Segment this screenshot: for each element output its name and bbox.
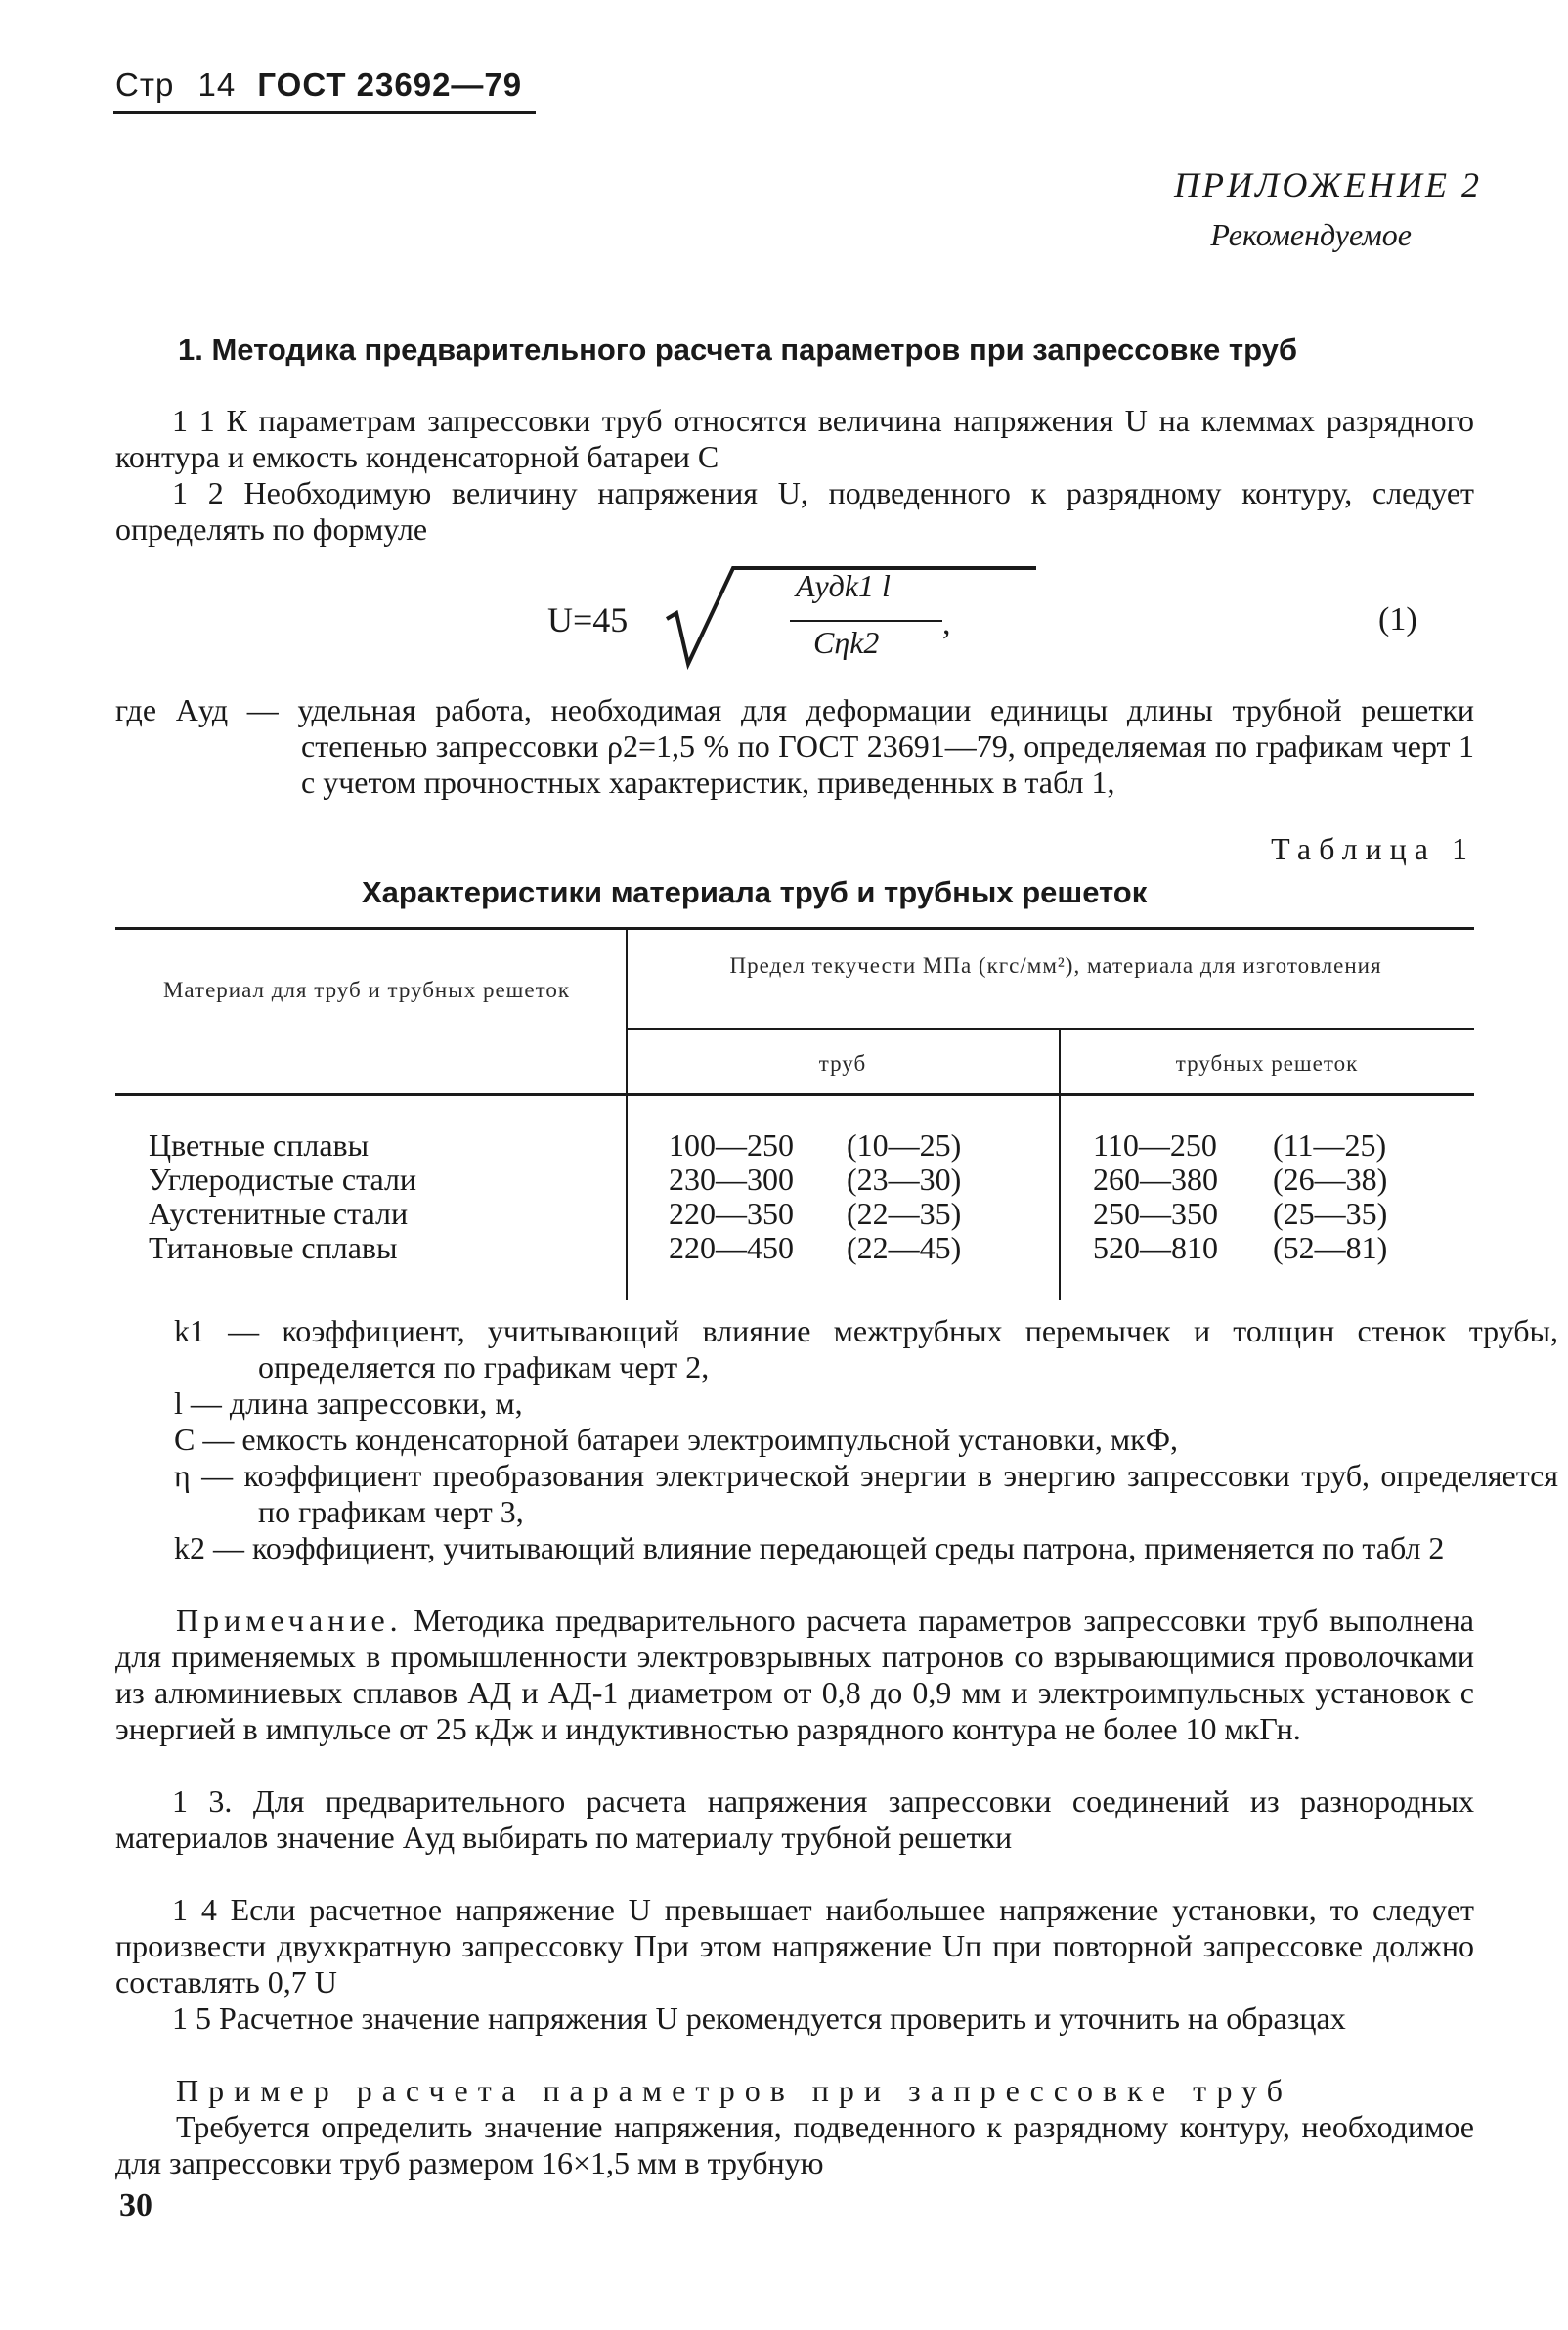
definition-A: [115, 692, 1474, 801]
table-top-rule: [115, 927, 1474, 930]
formula-1: [547, 562, 1427, 680]
paragraph-1-5: 1 5 Расчетное значение напряжения U рекомендуется проверить и уточнить на образцах: [172, 2000, 1346, 2036]
footer-page-number: 30: [119, 2187, 152, 2223]
cell-sheets: 260—380: [1093, 1162, 1218, 1197]
paragraph-1-1: 1 1 К параметрам запрессовки труб относятся величина напряжения U на клеммах разрядного контура и емкость конденсаторной батареи C: [115, 403, 1474, 474]
definition-l: l — длина запрессовки, м,: [174, 1385, 523, 1421]
cell-tubes-kgs: (22—45): [847, 1230, 962, 1265]
formula-comma: ,: [942, 605, 951, 641]
note-label: Примечание.: [176, 1603, 403, 1638]
table-title: Характеристики материала труб и трубных решеток: [362, 875, 1148, 909]
column-header-group: Предел текучести МПа (кгс/мм²), материала для изготовления: [729, 953, 1382, 978]
cell-tubes: 230—300: [669, 1162, 794, 1197]
cell-tubes-kgs: (22—35): [847, 1196, 962, 1231]
note-paragraph: [115, 1603, 1474, 1747]
page-label: Стр: [115, 66, 175, 103]
cell-sheets: 520—810: [1093, 1230, 1218, 1265]
column-header-tubes: труб: [818, 1051, 867, 1076]
formula-lhs: U=45: [547, 600, 629, 639]
cell-sheets-kgs: (26—38): [1273, 1162, 1388, 1197]
formula-numerator: Aудk1 l: [796, 568, 891, 603]
definition-A-text: где Aуд — удельная работа, необходимая для деформации единицы длины трубной решетки степенью запрессовки ρ2=1,5 % по ГОСТ 23691—79, определяемая по графикам черт 1 с учетом прочностных характеристик, приведенных в табл 1,: [115, 692, 1474, 800]
cell-material: Цветные сплавы: [149, 1127, 370, 1163]
standard-code: ГОСТ 23692—79: [257, 66, 523, 103]
definition-k2: k2 — коэффициент, учитывающий влияние передающей среды патрона, применяется по табл 2: [174, 1530, 1445, 1565]
page-number: 14: [197, 66, 237, 103]
table-vertical-rule-2: [1059, 1029, 1061, 1300]
definition-C: C — емкость конденсаторной батареи электроимпульсной установки, мкФ,: [174, 1422, 1178, 1457]
example-text: Требуется определить значение напряжения, подведенного к разрядному контуру, необходимое для запрессовки труб размером 16×1,5 мм в трубную: [115, 2109, 1474, 2180]
appendix-subtitle: Рекомендуемое: [1210, 217, 1412, 252]
definition-eta: η — коэффициент преобразования электрической энергии в энергию запрессовки труб, определяется по графикам черт 3,: [174, 1458, 1558, 1529]
section-title: 1. Методика предварительного расчета параметров при запрессовке труб: [178, 332, 1297, 367]
paragraph-1-2: 1 2 Необходимую величину напряжения U, подведенного к разрядному контуру, следует определять по формуле: [115, 475, 1474, 547]
cell-material: Углеродистые стали: [149, 1162, 417, 1197]
cell-sheets: 250—350: [1093, 1196, 1218, 1231]
cell-material: Аустенитные стали: [149, 1196, 409, 1231]
table-vertical-rule-1: [626, 929, 628, 1300]
page-header: [115, 66, 522, 104]
column-header-material: Материал для труб и трубных решеток: [162, 978, 570, 1002]
table-label: Таблица 1: [1271, 831, 1475, 866]
cell-tubes-kgs: (10—25): [847, 1127, 962, 1163]
formula-denominator: Cηk2: [813, 625, 880, 660]
header-rule: [113, 111, 536, 114]
appendix-title: ПРИЛОЖЕНИЕ 2: [1174, 165, 1482, 204]
cell-tubes: 220—450: [669, 1230, 794, 1265]
note-text: Методика предварительного расчета параметров запрессовки труб выполнена для применяемых в промышленности электровзрывных патронов со взрывающимися проволочками из алюминиевых сплавов АД и АД-1 диаметром от 0,8 до 0,9 мм и электроимпульсных установок с энергией в импульсе от 25 кДж и индуктивностью разрядного контура не более 10 мкГн.: [115, 1603, 1475, 1746]
definition-k1: k1 — коэффициент, учитывающий влияние межтрубных перемычек и толщин стенок трубы, определяется по графикам черт 2,: [174, 1313, 1558, 1385]
paragraph-1-3: 1 3. Для предварительного расчета напряжения запрессовки соединений из разнородных материалов значение Aуд выбирать по материалу трубной решетки: [115, 1783, 1474, 1855]
cell-tubes: 220—350: [669, 1196, 794, 1231]
cell-material: Титановые сплавы: [149, 1230, 398, 1265]
paragraph-1-4: 1 4 Если расчетное напряжение U превышает наибольшее напряжение установки, то следует произвести двухкратную запрессовку При этом напряжение Uп при повторной запрессовке должно составлять 0,7 U: [115, 1892, 1474, 2000]
example-title: Пример расчета параметров при запрессовке труб: [176, 2073, 1292, 2108]
table-header-rule: [626, 1028, 1474, 1030]
cell-tubes-kgs: (23—30): [847, 1162, 962, 1197]
table-header-bottom-rule: [115, 1093, 1474, 1096]
cell-sheets-kgs: (52—81): [1273, 1230, 1388, 1265]
formula-number: (1): [1378, 601, 1417, 637]
cell-tubes: 100—250: [669, 1127, 794, 1163]
cell-sheets: 110—250: [1093, 1127, 1217, 1163]
column-header-sheets: трубных решеток: [1175, 1051, 1359, 1076]
cell-sheets-kgs: (11—25): [1273, 1127, 1387, 1163]
cell-sheets-kgs: (25—35): [1273, 1196, 1388, 1231]
